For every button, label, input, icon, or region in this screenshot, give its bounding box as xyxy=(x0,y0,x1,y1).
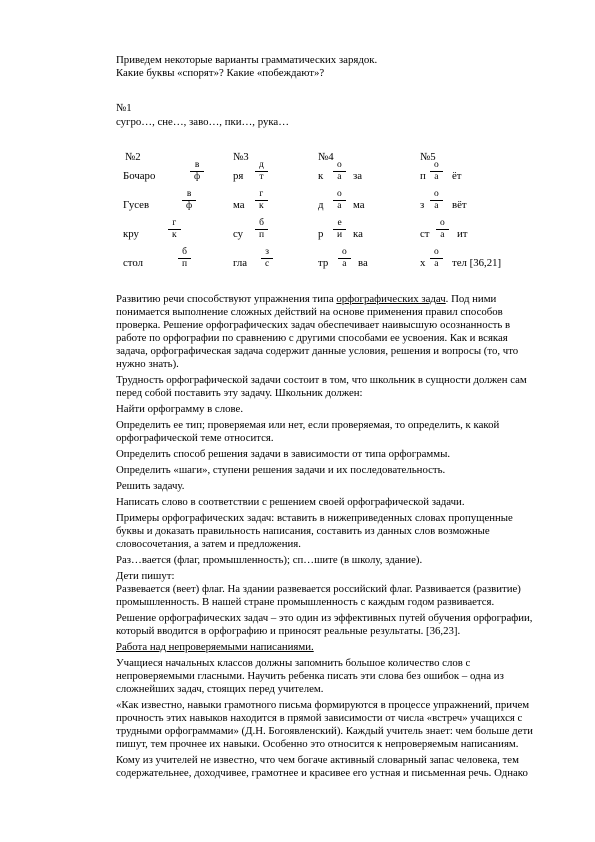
table-cell: ка xyxy=(353,228,363,240)
body-line: буквы и доказать правильность написания, составить из данных слов возможные xyxy=(116,525,490,537)
table-cell: гла xyxy=(233,257,248,269)
body-line: Дети пишут: xyxy=(116,570,175,582)
table-fraction: д т xyxy=(255,160,268,183)
body-line: Определить ее тип; проверяемая или нет, если проверяемая, то определить, к какой xyxy=(116,419,500,431)
table-fraction: з с xyxy=(261,247,273,270)
table-fraction: б п xyxy=(178,247,191,270)
table-fraction: о а xyxy=(430,160,443,183)
table-cell: ст xyxy=(420,228,430,240)
body-line: орфографической теме относится. xyxy=(116,432,274,444)
table-fraction: в ф xyxy=(190,160,204,183)
body-line: «Как известно, навыки грамотного письма формируются в процессе упражнений, причем xyxy=(116,699,530,711)
body-line: понимается выполнение сложных действий на основе применения правил способов xyxy=(116,306,503,318)
table-cell: кру xyxy=(123,228,139,240)
table-cell: стол xyxy=(123,257,144,269)
table-fraction: б п xyxy=(255,218,268,241)
body-line: Примеры орфографических задач: вставить в нижеприведенных словах пропущенные xyxy=(116,512,513,524)
table-fraction: г к xyxy=(255,189,268,212)
body-line: Раз…вается (флаг, промышленность); сп…шите (в школу, здание). xyxy=(116,554,423,566)
table-cell: ма xyxy=(353,199,365,211)
table-fraction: о а xyxy=(338,247,351,270)
table-cell: тр xyxy=(318,257,329,269)
table-header-3: №3 xyxy=(233,151,249,163)
table-fraction: е и xyxy=(333,218,346,241)
section-heading: Работа над непроверяемыми написаниями. xyxy=(116,641,314,653)
body-line: пишут, тем прочнее их навыки. Особенно это относится к непроверяемым написаниям. xyxy=(116,738,519,750)
table-cell: тел [36,21] xyxy=(452,257,502,269)
table-cell: Гусев xyxy=(123,199,150,211)
table-cell: ма xyxy=(233,199,245,211)
table-cell: к xyxy=(318,170,324,182)
term-link: орфографических задач xyxy=(336,293,446,305)
body-line: сложнейших задач, стоящих перед учителем. xyxy=(116,683,324,695)
table-fraction: г к xyxy=(168,218,181,241)
table-fraction: в ф xyxy=(182,189,196,212)
intro-line-2: Какие буквы «спорят»? Какие «побеждают»? xyxy=(116,67,325,79)
body-line: перед собой поставить эту задачу. Школьник должен: xyxy=(116,387,363,399)
body-line: Трудность орфографической задачи состоит в том, что школьник в сущности должен сам xyxy=(116,374,527,386)
table-cell: ёт xyxy=(452,170,462,182)
body-line: проверка. Решение орфографических задач обеспечивает наивысшую осознанность в xyxy=(116,319,511,331)
body-line: Кому из учителей не известно, что чем богаче активный словарный запас человека, тем xyxy=(116,754,519,766)
body-line: Найти орфограмму в слове. xyxy=(116,403,244,415)
intro-line-1: Приведем некоторые варианты грамматических зарядок. xyxy=(116,54,378,66)
table-fraction: о а xyxy=(430,247,443,270)
table-cell: х xyxy=(420,257,426,269)
exercise-1-label: №1 xyxy=(116,102,132,114)
table-cell: су xyxy=(233,228,244,240)
table-cell: з xyxy=(420,199,425,211)
exercise-1-words: сугро…, сне…, заво…, пки…, рука… xyxy=(116,116,290,128)
body-line: прочность этих навыков находится в прямой зависимости от числа «встреч» учащихся с xyxy=(116,712,523,724)
body-line: трудными орфограммами» (Д.Н. Богоявленский). Каждый учитель знает: чем больше дети xyxy=(116,725,533,737)
body-line: Развитию речи способствуют упражнения типа орфографических задач. Под ними xyxy=(116,293,497,305)
body-line: Определить способ решения задачи в зависимости от типа орфограммы. xyxy=(116,448,451,460)
body-line: непроверяемыми гласными. Научить ребенка писать эти слова без ошибок – одна из xyxy=(116,670,504,682)
body-line: Развевается (веет) флаг. На здании развевается российский флаг. Развивается (развитие) xyxy=(116,583,521,595)
body-line: содержательнее, доходчивее, грамотнее и красивее его устная и письменная речь. Однако xyxy=(116,767,528,779)
table-header-5: №5 xyxy=(420,151,436,163)
table-fraction: о а xyxy=(430,189,443,212)
body-line: словосочетания, а затем и предложения. xyxy=(116,538,301,550)
table-cell: р xyxy=(318,228,324,240)
body-line: Решить задачу. xyxy=(116,480,185,492)
table-fraction: о а xyxy=(333,160,346,183)
table-cell: п xyxy=(420,170,426,182)
body-line: промышленность. В нашей стране промышленность с каждым годом развивается. xyxy=(116,596,495,608)
body-line: Учащиеся начальных классов должны запомнить большое количество слов с xyxy=(116,657,471,669)
table-header-2: №2 xyxy=(125,151,141,163)
table-cell: Бочаро xyxy=(123,170,156,182)
body-line: задача, орфографическая задача содержит данные условия, решения и вопросы (то, что xyxy=(116,345,519,357)
table-cell: вёт xyxy=(452,199,467,211)
table-fraction: о а xyxy=(333,189,346,212)
table-header-4: №4 xyxy=(318,151,334,163)
body-line: Определить «шаги», ступени решения задачи и их последовательность. xyxy=(116,464,446,476)
table-cell: за xyxy=(353,170,363,182)
body-line: который вводится в орфографию и приносят реальные результаты. [36,23]. xyxy=(116,625,461,637)
body-line: Решение орфографических задач – это один из эффективных путей обучения орфографии, xyxy=(116,612,533,624)
body-line: нужно знать). xyxy=(116,358,179,370)
table-cell: ря xyxy=(233,170,244,182)
table-cell: д xyxy=(318,199,324,211)
body-line: Написать слово в соответствии с решением своей орфографической задачи. xyxy=(116,496,465,508)
table-cell: ит xyxy=(457,228,468,240)
table-cell: ва xyxy=(358,257,368,269)
table-fraction: о а xyxy=(436,218,449,241)
body-line: работе по орфографии по сравнению с другими способами ее усвоения. Как и всякая xyxy=(116,332,508,344)
